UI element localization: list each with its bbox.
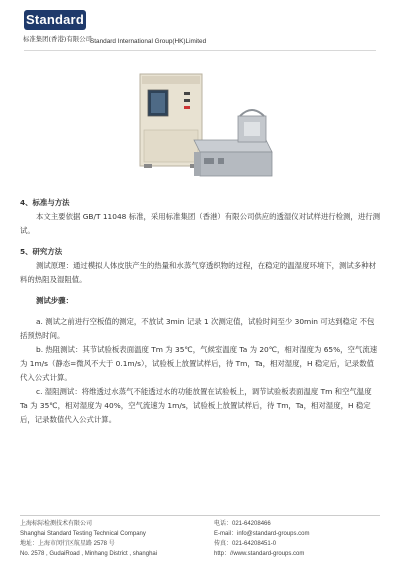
footer-company-cn: 上海标际检测技术有限公司	[20, 521, 93, 527]
header-divider	[24, 50, 376, 51]
footer-address	[20, 519, 157, 559]
section-4-body: 本文主要依据 GB/T 11048 标准，采用标准集团（香港）有限公司供应的透湿仪对试样进行检测，进行测试。	[20, 212, 380, 235]
main-content	[20, 196, 380, 427]
step-a: a. 测试之前进行空板值的测定，不放试 3min 记录 1 次测定值，试验时间至少 30min 可达到稳定 不包括预热时间。	[20, 317, 375, 340]
footer-company-en: Shanghai Standard Testing Technical Company	[20, 531, 146, 537]
footer-address-en: No. 2578 , GudaiRoad , Minhang District , shanghai	[20, 551, 158, 557]
test-equipment-photo	[134, 70, 274, 190]
section-5-heading: 5、研究方法	[20, 247, 63, 256]
section-4-heading: 4、标准与方法	[20, 198, 70, 207]
footer-fax: 传真：021-64208451-0	[214, 541, 277, 547]
step-b: b. 热阻测试：其节试验板表面温度 Tm 为 35℃，气候室温度 Ta 为 20℃，相对湿度为 65%，空气流速为 1m/s（静态=微风不大于 0.1m/s），试验板上放置试样后，待 Tm，Ta，相对湿度，H 稳定后，记录数值代入公式计算。	[20, 345, 378, 382]
footer-address-cn: 地址：上海市闵行区航星路 2578 号	[20, 541, 115, 547]
company-name-en: Standard International Group(HK)Limited	[90, 38, 207, 45]
company-logo	[24, 10, 86, 30]
company-name-cn: 标准集团(香港)有限公司	[23, 35, 92, 43]
footer-email: E-mail：info@standard-groups.com	[214, 531, 310, 537]
footer-divider	[20, 515, 380, 516]
logo-text: Standard	[26, 12, 84, 27]
step-c: c. 湿阻测试：将维透过水蒸气不能透过水的功能放置在试验板上，调节试验板表面温度 Tm 和空气温度 Ta 为 35℃，相对湿度为 40%，空气流速为 1m/s，试验板上放置试样后，待 Tm，Ta，相对湿度，H 稳定后，记录数值代入公式计算。	[20, 387, 372, 424]
test-steps-label: 测试步骤：	[36, 296, 73, 305]
footer-contact	[214, 519, 309, 559]
test-principle: 测试原理：通过模拟人体皮肤产生的热量和水蒸气穿透织物的过程，在稳定的温湿度环境下，测试多种材料的热阻及湿阻值。	[20, 261, 376, 284]
footer-website: http：//www.standard-groups.com	[214, 551, 305, 557]
footer-phone: 电话：021-64208466	[214, 521, 271, 527]
page-header	[0, 0, 400, 60]
